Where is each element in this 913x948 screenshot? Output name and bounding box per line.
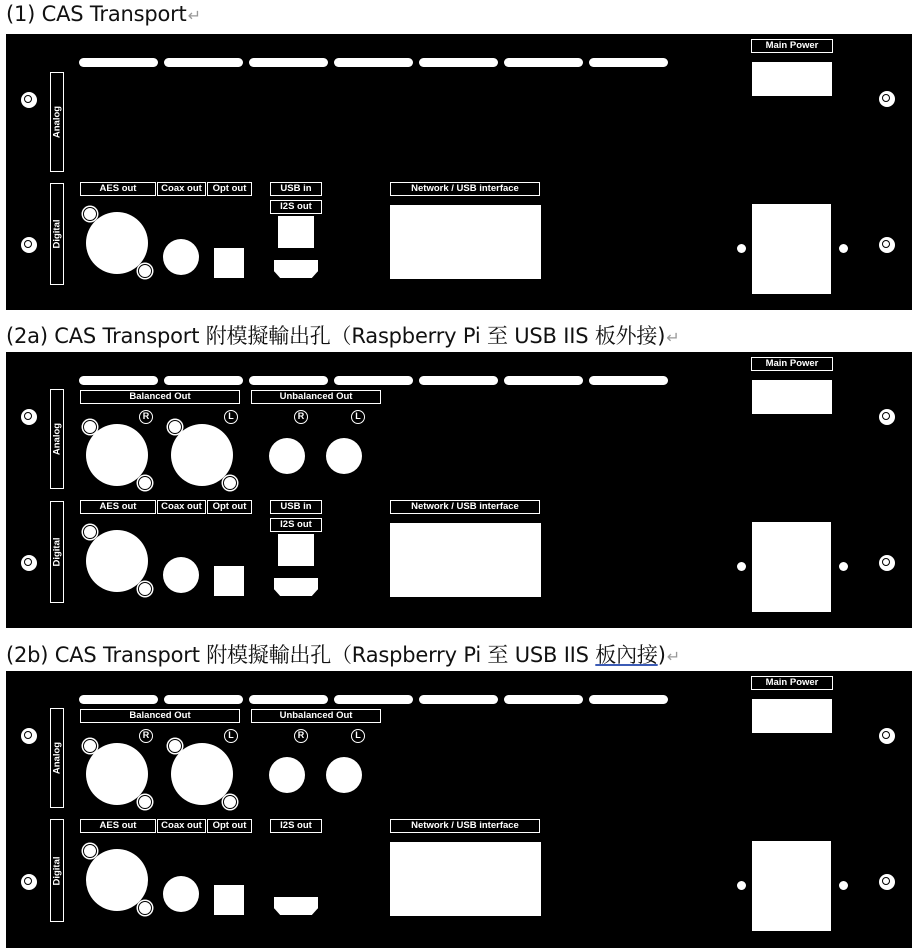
power-inlet-hole <box>737 881 746 890</box>
main-power-switch-cutout <box>752 699 832 733</box>
usb-in-label: USB in <box>270 500 322 514</box>
balanced-out-label: Balanced Out <box>80 709 240 723</box>
opt-out-label: Opt out <box>207 500 252 514</box>
main-power-label: Main Power <box>751 676 833 690</box>
power-inlet-hole <box>839 562 848 571</box>
vent-slot <box>419 376 498 385</box>
network-usb-cutout <box>390 205 541 279</box>
panel-cas-transport-analog-external <box>6 352 912 628</box>
network-usb-cutout <box>390 523 541 597</box>
network-usb-cutout <box>390 842 541 916</box>
right-channel-badge: R <box>139 410 153 424</box>
hdmi-i2s-connector <box>274 260 318 278</box>
vent-slot <box>164 376 243 385</box>
unbalanced-rca-left-connector <box>326 757 362 793</box>
xlr-screw-icon <box>83 844 97 858</box>
xlr-screw-icon <box>223 795 237 809</box>
optical-toslink-connector <box>214 566 244 596</box>
coax-rca-connector <box>163 876 199 912</box>
optical-toslink-connector <box>214 248 244 278</box>
balanced-xlr-left-connector <box>171 743 233 805</box>
vent-slot <box>164 695 243 704</box>
main-power-label: Main Power <box>751 39 833 53</box>
i2s-out-label: I2S out <box>270 518 322 532</box>
balanced-out-label: Balanced Out <box>80 390 240 404</box>
xlr-screw-icon <box>83 420 97 434</box>
aes-out-label: AES out <box>80 182 156 196</box>
mount-screw-icon <box>879 555 895 571</box>
optical-toslink-connector <box>214 885 244 915</box>
xlr-screw-icon <box>168 420 182 434</box>
usb-b-connector <box>278 216 314 248</box>
coax-out-label: Coax out <box>157 819 206 833</box>
opt-out-label: Opt out <box>207 819 252 833</box>
xlr-screw-icon <box>83 207 97 221</box>
left-channel-badge: L <box>224 410 238 424</box>
main-power-label: Main Power <box>751 357 833 371</box>
vent-slot <box>589 695 668 704</box>
unbalanced-rca-right-connector <box>269 757 305 793</box>
vent-slot <box>589 58 668 67</box>
left-channel-badge: L <box>351 729 365 743</box>
i2s-out-label: I2S out <box>270 819 322 833</box>
aes-xlr-connector <box>86 530 148 592</box>
xlr-screw-icon <box>83 525 97 539</box>
network-usb-interface-label: Network / USB interface <box>390 500 540 514</box>
mount-screw-icon <box>879 874 895 890</box>
power-inlet-cutout <box>752 204 831 294</box>
balanced-xlr-right-connector <box>86 743 148 805</box>
vent-slot <box>334 376 413 385</box>
xlr-screw-icon <box>138 901 152 915</box>
mount-screw-icon <box>21 555 37 571</box>
power-inlet-hole <box>737 562 746 571</box>
vent-slot <box>419 58 498 67</box>
unbalanced-out-label: Unbalanced Out <box>251 390 381 404</box>
usb-in-label: USB in <box>270 182 322 196</box>
caption-panel-1 <box>6 2 201 26</box>
mount-screw-icon <box>21 728 37 744</box>
balanced-xlr-left-connector <box>171 424 233 486</box>
mount-screw-icon <box>879 728 895 744</box>
mount-screw-icon <box>21 92 37 108</box>
aes-xlr-connector <box>86 212 148 274</box>
mount-screw-icon <box>21 237 37 253</box>
power-inlet-cutout <box>752 522 831 612</box>
unbalanced-rca-left-connector <box>326 438 362 474</box>
vent-slot <box>164 58 243 67</box>
caption-panel-2b <box>6 639 680 669</box>
usb-b-connector <box>278 534 314 566</box>
vent-slot <box>249 695 328 704</box>
coax-out-label: Coax out <box>157 500 206 514</box>
vent-slot <box>504 376 583 385</box>
coax-rca-connector <box>163 239 199 275</box>
vent-slot <box>334 58 413 67</box>
right-channel-badge: R <box>294 410 308 424</box>
vent-slot <box>504 58 583 67</box>
power-inlet-hole <box>839 244 848 253</box>
vent-slot <box>79 58 158 67</box>
xlr-screw-icon <box>138 264 152 278</box>
return-mark-icon: ↵ <box>187 6 201 25</box>
coax-out-label: Coax out <box>157 182 206 196</box>
power-inlet-hole <box>839 881 848 890</box>
analog-section-label: Analog <box>50 72 64 172</box>
unbalanced-out-label: Unbalanced Out <box>251 709 381 723</box>
network-usb-interface-label: Network / USB interface <box>390 819 540 833</box>
analog-section-label: Analog <box>50 389 64 489</box>
power-inlet-cutout <box>752 841 831 931</box>
panel-cas-transport <box>6 34 912 310</box>
hdmi-i2s-connector <box>274 897 318 915</box>
vent-slot <box>79 376 158 385</box>
main-power-switch-cutout <box>752 62 832 96</box>
mount-screw-icon <box>879 409 895 425</box>
aes-out-label: AES out <box>80 819 156 833</box>
mount-screw-icon <box>879 237 895 253</box>
xlr-screw-icon <box>168 739 182 753</box>
right-channel-badge: R <box>294 729 308 743</box>
aes-out-label: AES out <box>80 500 156 514</box>
digital-section-label: Digital <box>50 183 64 285</box>
aes-xlr-connector <box>86 849 148 911</box>
xlr-screw-icon <box>223 476 237 490</box>
hdmi-i2s-connector <box>274 578 318 596</box>
digital-section-label: Digital <box>50 501 64 603</box>
vent-slot <box>419 695 498 704</box>
vent-slot <box>79 695 158 704</box>
caption-text: (1) CAS Transport <box>6 2 187 26</box>
mount-screw-icon <box>879 91 895 107</box>
xlr-screw-icon <box>138 795 152 809</box>
panel-cas-transport-analog-internal <box>6 671 912 948</box>
vent-slot <box>249 58 328 67</box>
caption-text: (2a) CAS Transport 附模擬輸出孔（Raspberry Pi 至 USB IIS 板外接) <box>6 324 666 348</box>
digital-section-label: Digital <box>50 819 64 922</box>
network-usb-interface-label: Network / USB interface <box>390 182 540 196</box>
mount-screw-icon <box>21 874 37 890</box>
coax-rca-connector <box>163 557 199 593</box>
return-mark-icon: ↵ <box>666 328 680 347</box>
vent-slot <box>334 695 413 704</box>
opt-out-label: Opt out <box>207 182 252 196</box>
caption-text: (2b) CAS Transport 附模擬輸出孔（Raspberry Pi 至 USB IIS <box>6 643 596 667</box>
return-mark-icon: ↵ <box>666 647 680 666</box>
vent-slot <box>589 376 668 385</box>
main-power-switch-cutout <box>752 380 832 414</box>
xlr-screw-icon <box>83 739 97 753</box>
caption-underlined-text: 板內接 <box>595 643 658 667</box>
mount-screw-icon <box>21 409 37 425</box>
balanced-xlr-right-connector <box>86 424 148 486</box>
left-channel-badge: L <box>351 410 365 424</box>
vent-slot <box>249 376 328 385</box>
power-inlet-hole <box>737 244 746 253</box>
xlr-screw-icon <box>138 582 152 596</box>
analog-section-label: Analog <box>50 708 64 808</box>
vent-slot <box>504 695 583 704</box>
right-channel-badge: R <box>139 729 153 743</box>
caption-suffix: ) <box>657 643 666 667</box>
xlr-screw-icon <box>138 476 152 490</box>
caption-panel-2a <box>6 320 679 350</box>
left-channel-badge: L <box>224 729 238 743</box>
unbalanced-rca-right-connector <box>269 438 305 474</box>
i2s-out-label: I2S out <box>270 200 322 214</box>
